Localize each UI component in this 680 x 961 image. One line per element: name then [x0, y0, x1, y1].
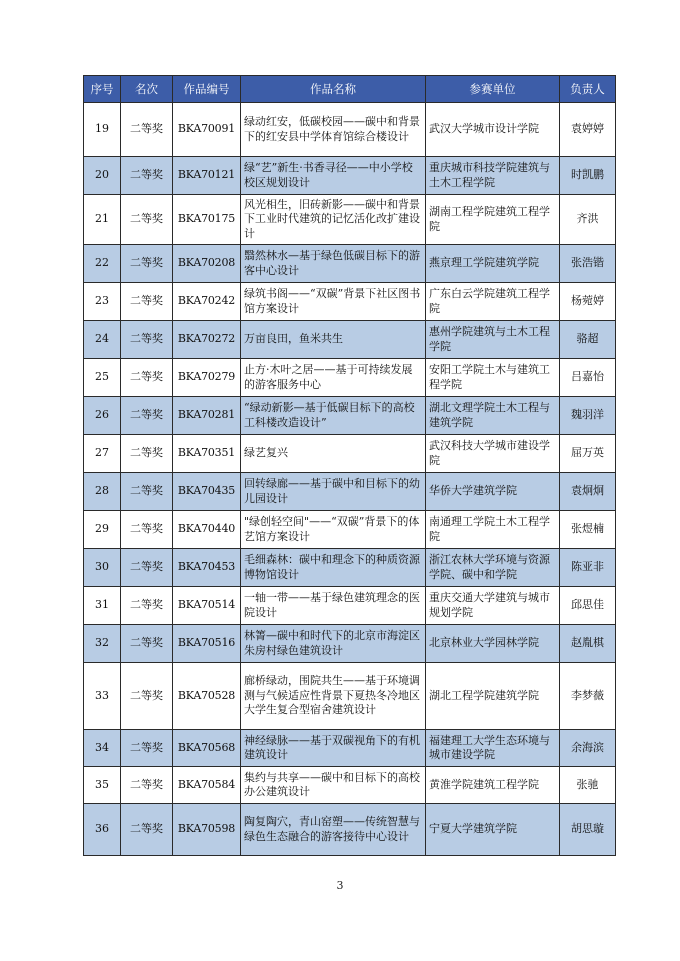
cell-person: 张浩锴	[560, 245, 616, 283]
cell-work-name: 神经绿脉——基于双碳视角下的有机建筑设计	[241, 730, 426, 767]
cell-work-name: 绿动红安，低碳校园——碳中和背景下的红安县中学体育馆综合楼设计	[241, 103, 426, 157]
cell-work-name: 翳然林水—基于绿色低碳目标下的游客中心设计	[241, 245, 426, 283]
cell-unit: 湖北工程学院建筑学院	[426, 663, 560, 730]
cell-rank: 二等奖	[121, 397, 173, 435]
cell-code: BKA70281	[173, 397, 241, 435]
header-unit: 参赛单位	[426, 76, 560, 103]
cell-person: 赵胤棋	[560, 625, 616, 663]
cell-unit: 安阳工学院土木与建筑工程学院	[426, 359, 560, 397]
cell-seq: 29	[84, 511, 121, 549]
cell-unit: 湖南工程学院建筑工程学院	[426, 195, 560, 245]
cell-unit: 黄淮学院建筑工程学院	[426, 767, 560, 804]
cell-code: BKA70175	[173, 195, 241, 245]
cell-rank: 二等奖	[121, 730, 173, 767]
cell-unit: 宁夏大学建筑学院	[426, 804, 560, 856]
table-row	[84, 245, 616, 283]
cell-code: BKA70272	[173, 321, 241, 359]
cell-work-name: 一轴一带——基于绿色建筑理念的医院设计	[241, 587, 426, 625]
cell-rank: 二等奖	[121, 804, 173, 856]
cell-seq: 25	[84, 359, 121, 397]
cell-work-name: 集约与共享——碳中和目标下的高校办公建筑设计	[241, 767, 426, 804]
cell-person: 齐洪	[560, 195, 616, 245]
cell-unit: 重庆交通大学建筑与城市规划学院	[426, 587, 560, 625]
cell-work-name: 止方·木叶之居——基于可持续发展的游客服务中心	[241, 359, 426, 397]
cell-seq: 20	[84, 157, 121, 195]
cell-code: BKA70351	[173, 435, 241, 473]
table-row	[84, 397, 616, 435]
cell-person: 陈亚非	[560, 549, 616, 587]
cell-person: 吕嘉怡	[560, 359, 616, 397]
cell-rank: 二等奖	[121, 549, 173, 587]
cell-unit: 燕京理工学院建筑学院	[426, 245, 560, 283]
cell-unit: 武汉大学城市设计学院	[426, 103, 560, 157]
cell-person: 李梦薇	[560, 663, 616, 730]
table-header-row	[84, 76, 616, 103]
cell-code: BKA70091	[173, 103, 241, 157]
cell-person: 邱思佳	[560, 587, 616, 625]
cell-unit: 湖北文理学院土木工程与建筑学院	[426, 397, 560, 435]
cell-rank: 二等奖	[121, 625, 173, 663]
table-row	[84, 767, 616, 804]
header-work-name: 作品名称	[241, 76, 426, 103]
page-number: 3	[336, 879, 344, 892]
table-row	[84, 103, 616, 157]
table-row	[84, 804, 616, 856]
cell-work-name: “绿动新影—基于低碳目标下的高校工科楼改造设计”	[241, 397, 426, 435]
header-person: 负责人	[560, 76, 616, 103]
cell-rank: 二等奖	[121, 767, 173, 804]
cell-work-name: 万亩良田，鱼米共生	[241, 321, 426, 359]
cell-seq: 26	[84, 397, 121, 435]
table-row	[84, 625, 616, 663]
cell-rank: 二等奖	[121, 103, 173, 157]
cell-rank: 二等奖	[121, 321, 173, 359]
cell-rank: 二等奖	[121, 359, 173, 397]
cell-seq: 32	[84, 625, 121, 663]
cell-work-name: 绿“艺”新生·书香寻径——中小学校校区规划设计	[241, 157, 426, 195]
cell-seq: 34	[84, 730, 121, 767]
cell-person: 张驰	[560, 767, 616, 804]
cell-unit: 华侨大学建筑学院	[426, 473, 560, 511]
cell-seq: 30	[84, 549, 121, 587]
header-rank: 名次	[121, 76, 173, 103]
cell-person: 时凯鹏	[560, 157, 616, 195]
award-table	[83, 75, 616, 856]
cell-work-name: 绿艺复兴	[241, 435, 426, 473]
cell-code: BKA70440	[173, 511, 241, 549]
header-code: 作品编号	[173, 76, 241, 103]
cell-work-name: 廊桥绿动，围院共生——基于环境调测与气候适应性背景下夏热冬冷地区大学生复合型宿舍建筑设计	[241, 663, 426, 730]
cell-rank: 二等奖	[121, 435, 173, 473]
cell-code: BKA70584	[173, 767, 241, 804]
cell-unit: 惠州学院建筑与土木工程学院	[426, 321, 560, 359]
cell-work-name: 陶复陶穴，青山窑塑——传统智慧与绿色生态融合的游客接待中心设计	[241, 804, 426, 856]
cell-unit: 广东白云学院建筑工程学院	[426, 283, 560, 321]
cell-rank: 二等奖	[121, 473, 173, 511]
table-row	[84, 511, 616, 549]
table-row	[84, 359, 616, 397]
table-row	[84, 730, 616, 767]
cell-seq: 35	[84, 767, 121, 804]
cell-code: BKA70598	[173, 804, 241, 856]
cell-rank: 二等奖	[121, 663, 173, 730]
cell-unit: 北京林业大学园林学院	[426, 625, 560, 663]
table-row	[84, 195, 616, 245]
cell-code: BKA70279	[173, 359, 241, 397]
cell-seq: 31	[84, 587, 121, 625]
cell-code: BKA70121	[173, 157, 241, 195]
cell-person: 杨菀婷	[560, 283, 616, 321]
table-row	[84, 321, 616, 359]
cell-seq: 27	[84, 435, 121, 473]
cell-person: 胡思璇	[560, 804, 616, 856]
cell-seq: 36	[84, 804, 121, 856]
cell-seq: 19	[84, 103, 121, 157]
cell-unit: 重庆城市科技学院建筑与土木工程学院	[426, 157, 560, 195]
cell-rank: 二等奖	[121, 587, 173, 625]
cell-person: 袁婷婷	[560, 103, 616, 157]
cell-code: BKA70568	[173, 730, 241, 767]
table-row	[84, 587, 616, 625]
cell-unit: 福建理工大学生态环境与城市建设学院	[426, 730, 560, 767]
cell-code: BKA70516	[173, 625, 241, 663]
cell-rank: 二等奖	[121, 157, 173, 195]
cell-rank: 二等奖	[121, 511, 173, 549]
cell-work-name: 林箐—碳中和时代下的北京市海淀区朱房村绿色建筑设计	[241, 625, 426, 663]
table-row	[84, 283, 616, 321]
cell-code: BKA70435	[173, 473, 241, 511]
table-row	[84, 473, 616, 511]
cell-person: 袁炯炯	[560, 473, 616, 511]
cell-code: BKA70242	[173, 283, 241, 321]
cell-seq: 23	[84, 283, 121, 321]
cell-rank: 二等奖	[121, 245, 173, 283]
cell-unit: 南通理工学院土木工程学院	[426, 511, 560, 549]
cell-seq: 33	[84, 663, 121, 730]
table-body	[84, 103, 616, 856]
cell-seq: 21	[84, 195, 121, 245]
cell-seq: 24	[84, 321, 121, 359]
cell-code: BKA70528	[173, 663, 241, 730]
cell-person: 骆超	[560, 321, 616, 359]
cell-rank: 二等奖	[121, 283, 173, 321]
cell-seq: 22	[84, 245, 121, 283]
cell-person: 屈万英	[560, 435, 616, 473]
cell-code: BKA70208	[173, 245, 241, 283]
cell-work-name: 回转绿廊——基于碳中和目标下的幼儿园设计	[241, 473, 426, 511]
cell-person: 余海滨	[560, 730, 616, 767]
cell-code: BKA70514	[173, 587, 241, 625]
cell-work-name: "绿创轻空间"——“双碳”背景下的体艺馆方案设计	[241, 511, 426, 549]
cell-person: 张煜楠	[560, 511, 616, 549]
table-row	[84, 435, 616, 473]
header-seq: 序号	[84, 76, 121, 103]
cell-work-name: 绿筑书阁——“双碳”背景下社区图书馆方案设计	[241, 283, 426, 321]
cell-work-name: 风光相生，旧砖新影——碳中和背景下工业时代建筑的记忆活化改扩建设计	[241, 195, 426, 245]
table-row	[84, 157, 616, 195]
table-row	[84, 549, 616, 587]
cell-work-name: 毛细森林：碳中和理念下的种质资源博物馆设计	[241, 549, 426, 587]
table-row	[84, 663, 616, 730]
cell-unit: 武汉科技大学城市建设学院	[426, 435, 560, 473]
cell-rank: 二等奖	[121, 195, 173, 245]
cell-code: BKA70453	[173, 549, 241, 587]
cell-unit: 浙江农林大学环境与资源学院、碳中和学院	[426, 549, 560, 587]
cell-person: 魏羽洋	[560, 397, 616, 435]
cell-seq: 28	[84, 473, 121, 511]
